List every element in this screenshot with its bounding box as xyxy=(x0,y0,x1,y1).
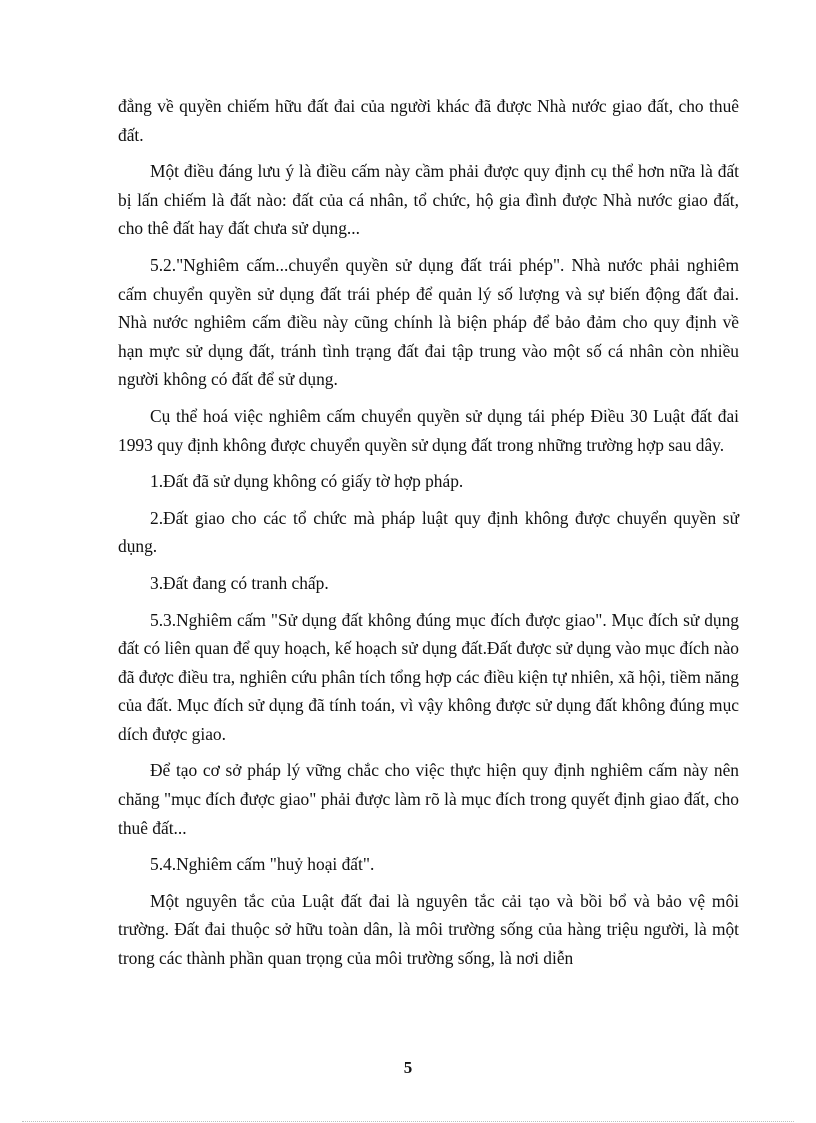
page-number: 5 xyxy=(403,1058,413,1077)
page-bottom-divider xyxy=(22,1121,794,1122)
list-item: 1.Đất đã sử dụng không có giấy tờ hợp pháp. xyxy=(150,471,464,492)
list-item: 2.Đất giao cho các tổ chức mà pháp luật quy định không được chuyển quyền sử dụng. xyxy=(118,507,739,557)
paragraph: Để tạo cơ sở pháp lý vững chắc cho việc thực hiện quy định nghiêm cấm này nên chăng "mục đích được giao" phải được làm rõ là mục đích trong quyết định giao đất, cho thuê đất... xyxy=(118,760,739,838)
paragraph: Một nguyên tắc của Luật đất đai là nguyên tắc cải tạo và bồi bổ và bảo vệ môi trường. Đất đai thuộc sở hữu toàn dân, là môi trường sống của hàng triệu người, là một trong các thành phần quan trọng của môi trường sống, là nơi diễn xyxy=(118,890,739,969)
paragraph: đẳng về quyền chiếm hữu đất đai của người khác đã được Nhà nước giao đất, cho thuê đất. xyxy=(118,96,739,145)
paragraph: Một điều đáng lưu ý là điều cấm này cầm phải được quy định cụ thể hơn nữa là đất bị lấn chiếm là đất nào: đất của cá nhân, tổ chức, hộ gia đình được Nhà nước giao đất, cho thê đất hay đất chưa sử dụng... xyxy=(118,161,739,239)
list-item: 3.Đất đang có tranh chấp. xyxy=(150,572,329,593)
section-heading: 5.4.Nghiêm cấm "huỷ hoại đất". xyxy=(150,854,375,875)
paragraph: 5.2."Nghiêm cấm...chuyển quyền sử dụng đất trái phép". Nhà nước phải nghiêm cấm chuyển quyền sử dụng đất trái phép để quản lý số lượng và sự biến động đất đai. Nhà nước nghiêm cấm điều này cũng chính là biện pháp để bảo đảm cho quy định về hạn mực sử dụng đất, tránh tình trạng đất đai tập trung vào một số cá nhân còn nhiều người không có đất để sử dụng. xyxy=(118,254,739,390)
paragraph: 5.3.Nghiêm cấm "Sử dụng đất không đúng mục đích được giao". Mục đích sử dụng đất có liên quan để quy hoạch, kế hoạch sử dụng đất.Đất được sử dụng vào mục đích nào đã được điều tra, nghiên cứu phân tích tổng hợp các điều kiện tự nhiên, xã hội, tiềm năng của đất. Mục đích sử dụng đã tính toán, vì vậy không được sử dụng đất không đúng mục dích được giao. xyxy=(118,609,739,744)
body-text xyxy=(118,92,739,981)
paragraph: Cụ thể hoá việc nghiêm cấm chuyển quyền sử dụng tái phép Điều 30 Luật đất đai 1993 quy định không được chuyển quyền sử dụng đất trong những trường hợp sau dây. xyxy=(118,405,739,455)
